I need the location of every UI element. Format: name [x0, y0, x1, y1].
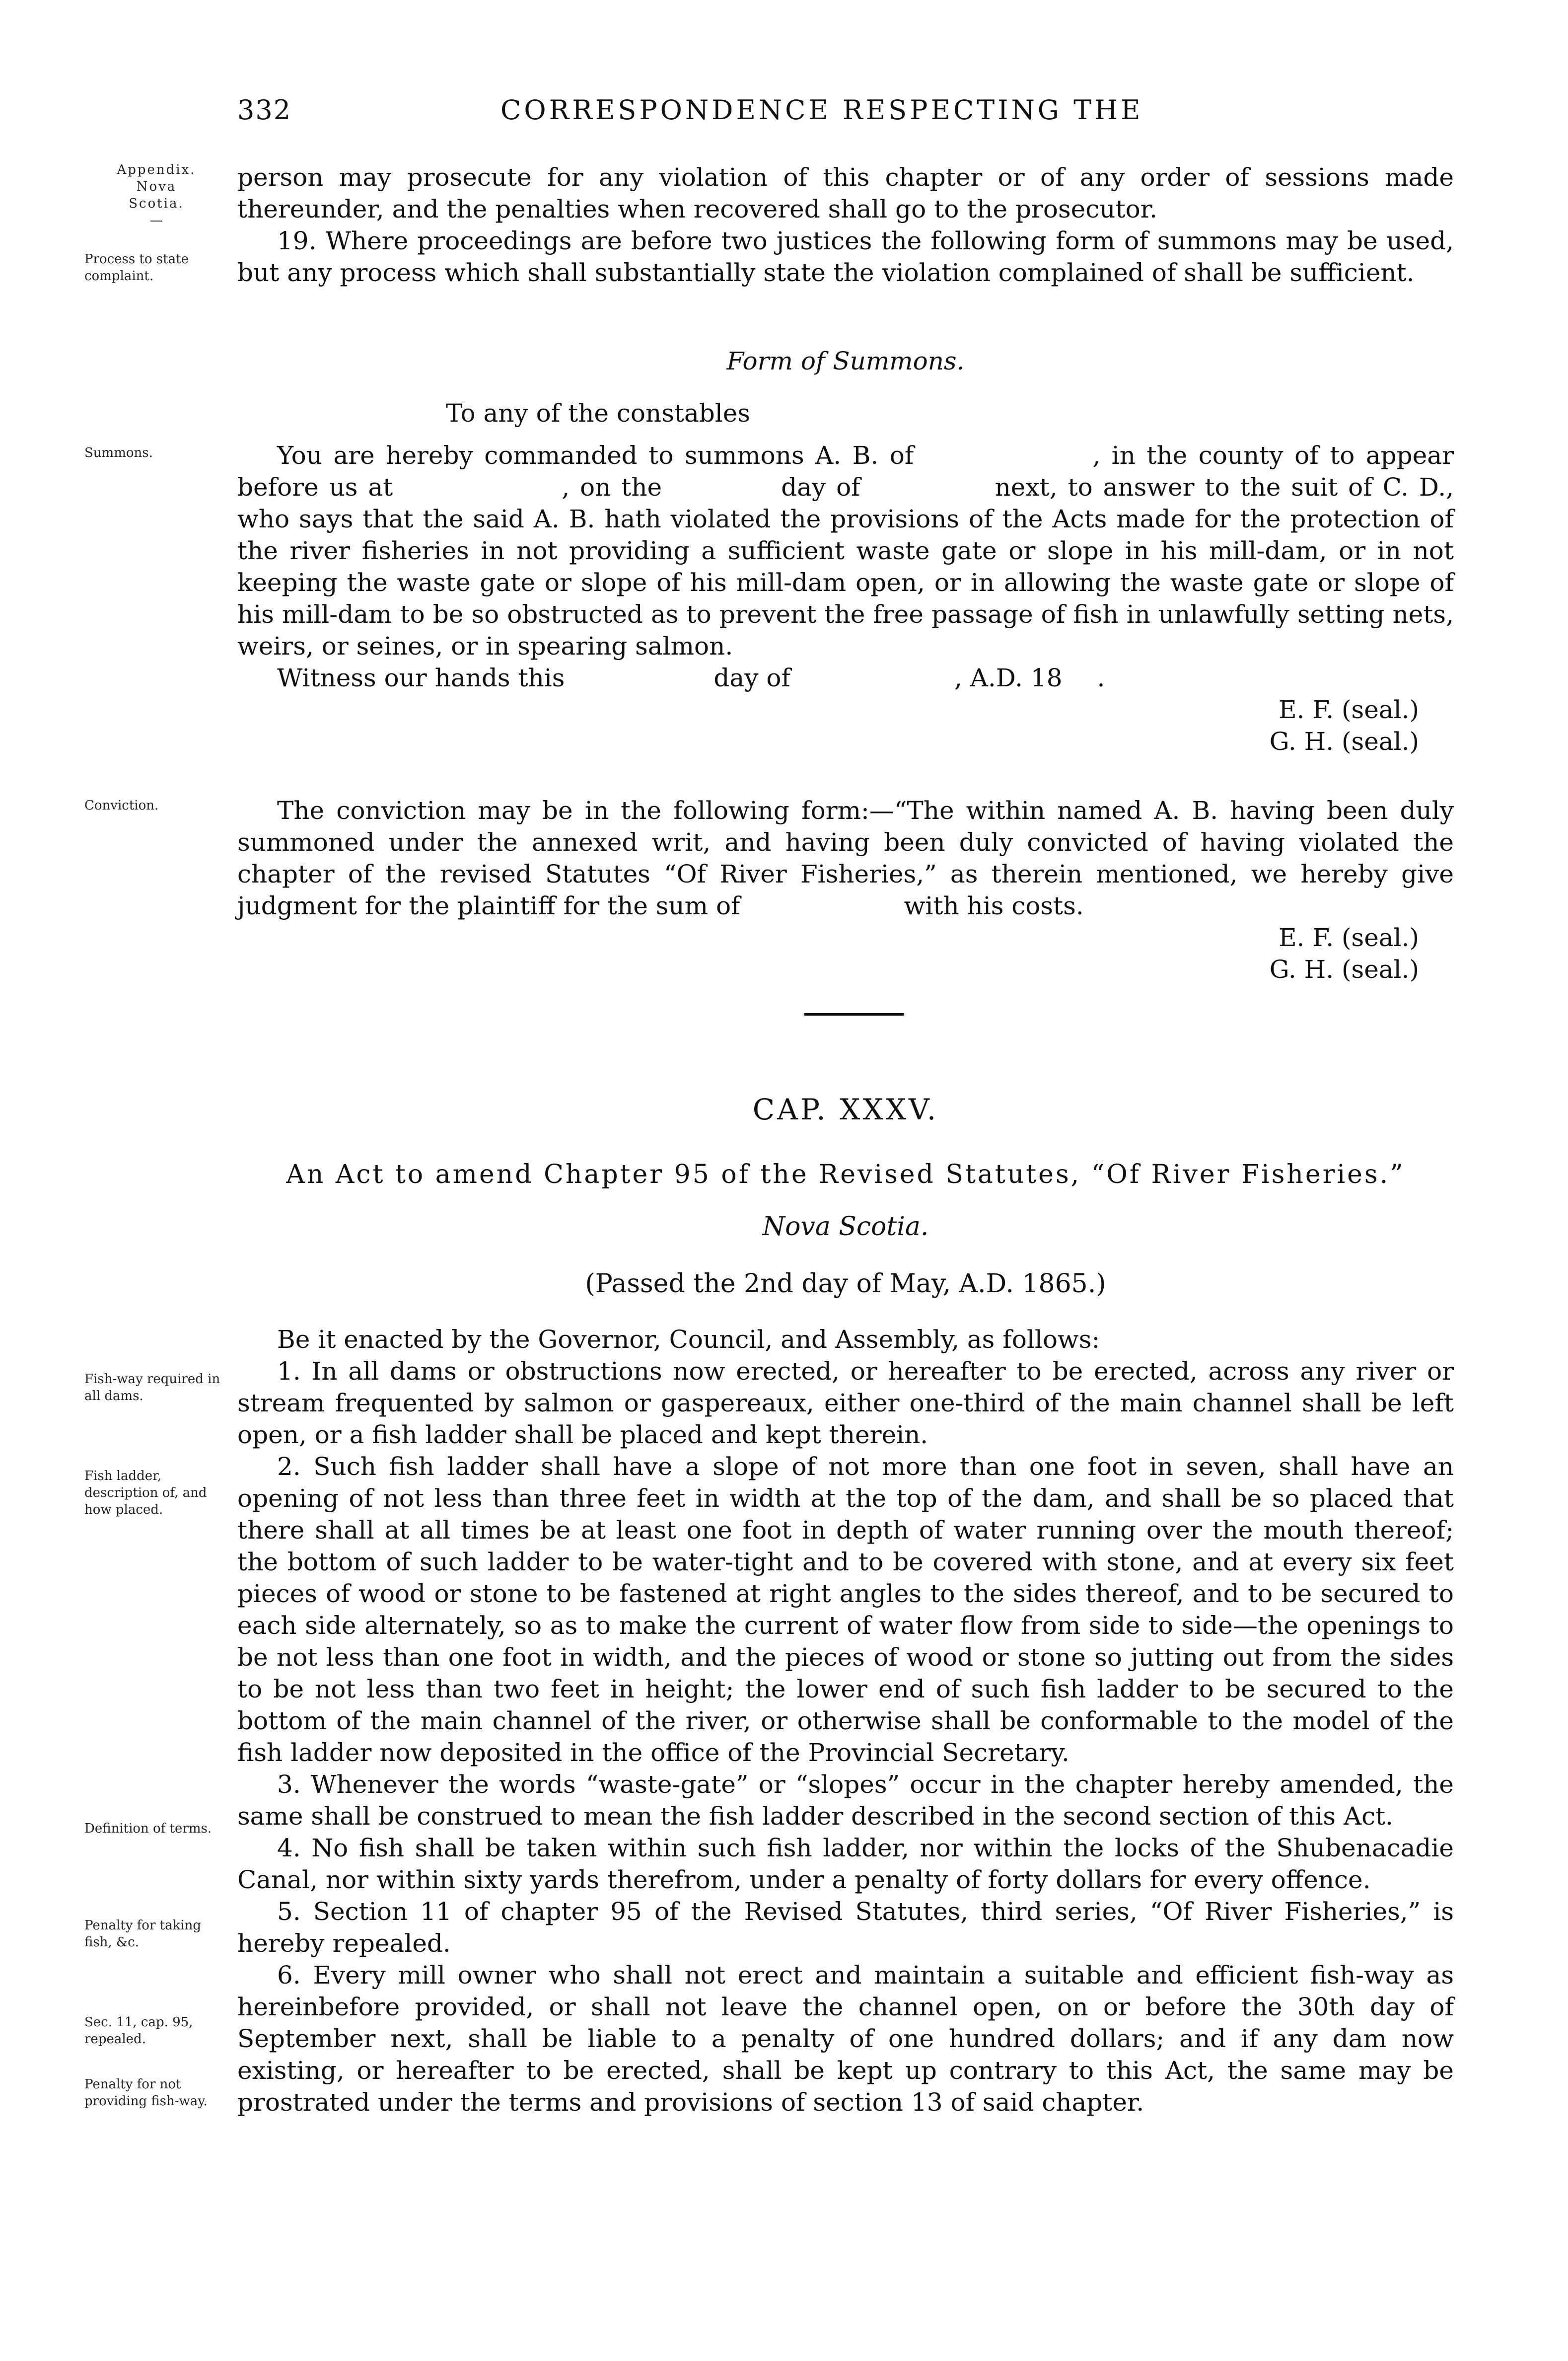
witness-part-a: Witness our hands this — [277, 664, 565, 692]
witness-line — [237, 662, 1454, 694]
summons-part-b: , in the county of — [1092, 441, 1319, 470]
summons-form-body — [237, 440, 1454, 757]
margin-note-process: Process to state complaint. — [84, 252, 189, 284]
summons-part-e: day of — [781, 473, 860, 502]
summons-text — [237, 440, 1454, 662]
to-constables-line: To any of the constables — [446, 399, 751, 428]
section-divider-rule — [804, 1013, 904, 1016]
nova-label: Nova — [136, 179, 177, 194]
signature-ef-2: E. F. (seal.) — [1279, 923, 1419, 952]
margin-note-summons: Summons. — [84, 445, 153, 460]
witness-part-c: , A.D. 18 — [954, 664, 1063, 692]
enacting-clause: Be it enacted by the Governor, Council, and Assembly, as follows: — [277, 1325, 1100, 1354]
scotia-label: Scotia. — [129, 196, 184, 211]
summons-part-f: next, to answer to the suit of C. D., who says that the said A. B. hath violated the provisions of the Acts made for the protection of the river fisheries in not providing a sufficient waste gate or slope in his mill-dam, or in not keeping the waste gate or slope of his mill-dam open, or in allowing the waste gate or slope of his mill-dam to be so obstructed as to prevent the free passage of fish in unlawfully setting nets, weirs, or seines, or in spearing salmon. — [237, 473, 1454, 661]
margin-dash: — — [150, 213, 163, 228]
form-of-summons-title: Form of Summons. — [726, 347, 965, 375]
paragraph-19: 19. Where proceedings are before two justices the following form of summons may be used, but any process which shall substantially state the violation complained of shall be sufficient. — [237, 226, 1454, 287]
section-6: 6. Every mill owner who shall not erect and maintain a suitable and efficient fish-way as hereinbefore provided, or shall not leave the channel open, on or before the 30th day of September next, shall be liable to a penalty of one hundred dollars; and if any dam now existing, or hereafter to be erected, shall be kept up contrary to this Act, the same may be prostrated under the terms and provisions of section 13 of said chapter. — [237, 1961, 1454, 2117]
section-18-continuation — [237, 161, 1454, 289]
act-title: An Act to amend Chapter 95 of the Revised Statutes, “Of River Fisheries.” — [286, 1160, 1405, 1189]
summons-part-c: to appear before us at — [237, 441, 1454, 502]
margin-note-penalty-not-providing: Penalty for not providing fish-way. — [84, 2077, 208, 2109]
act-passed-date: (Passed the 2nd day of May, A.D. 1865.) — [585, 1269, 1106, 1299]
signature-gh-1: G. H. (seal.) — [1269, 727, 1419, 756]
chapter-heading: CAP. XXXV. — [752, 1093, 939, 1126]
paragraph-prosecute: person may prosecute for any violation of this chapter or of any order of sessions made thereunder, and the penalties when recovered shall go to the prosecutor. — [237, 163, 1454, 223]
summons-part-a: You are hereby commanded to summons A. B. of — [277, 441, 914, 470]
margin-note-fishway: Fish-way required in all dams. — [84, 1372, 220, 1403]
conviction-form-body — [237, 795, 1454, 985]
margin-note-conviction: Conviction. — [84, 798, 159, 813]
act-body — [237, 1324, 1454, 2118]
signature-gh-2: G. H. (seal.) — [1269, 955, 1419, 984]
margin-note-penalty-taking: Penalty for taking fish, &c. — [84, 1918, 202, 1950]
conviction-text — [237, 795, 1454, 922]
running-head: CORRESPONDENCE RESPECTING THE — [500, 94, 1143, 126]
section-5: 5. Section 11 of chapter 95 of the Revised Statutes, third series, “Of River Fisheries,” is hereby repealed. — [237, 1897, 1454, 1958]
page-header — [237, 94, 1454, 134]
section-1: 1. In all dams or obstructions now erected, or hereafter to be erected, across any river or stream frequented by salmon or gaspereaux, either one-third of the main channel shall be left open, or a fish ladder shall be placed and kept therein. — [237, 1357, 1454, 1449]
section-2: 2. Such fish ladder shall have a slope of not more than one foot in seven, shall have an opening of not less than three feet in width at the top of the dam, and shall be so placed that there shall at all times be at least one foot in depth of water running over the mouth thereof; the bottom of such ladder to be water-tight and to be covered with stone, and at every six feet pieces of wood or stone to be fastened at right angles to the sides thereof, and to be secured to each side alternately, so as to make the current of water flow from side to side—the openings to be not less than one foot in width, and the pieces of wood or stone so jutting out from the sides to be not less than two feet in height; the lower end of such fish ladder to be secured to the bottom of the main channel of the river, or otherwise shall be conformable to the model of the fish ladder now deposited in the office of the Provincial Secretary. — [237, 1452, 1454, 1767]
summons-part-d: , on the — [562, 473, 662, 502]
margin-note-repealed: Sec. 11, cap. 95, repealed. — [84, 2015, 193, 2047]
section-3: 3. Whenever the words “waste-gate” or “slopes” occur in the chapter hereby amended, the same shall be construed to mean the fish ladder described in the second section of this Act. — [237, 1770, 1454, 1831]
conviction-part-a: The conviction may be in the following form:—“The within named A. B. having been duly summoned under the annexed writ, and having been duly convicted of having violated the chapter of the revised Statutes “Of River Fisheries,” as therein mentioned, we hereby give judgment for the plaintiff for the sum of — [237, 796, 1454, 920]
witness-part-b: day of — [713, 664, 790, 692]
appendix-label: Appendix. — [117, 162, 196, 177]
margin-note-definition: Definition of terms. — [84, 1821, 212, 1836]
page-number: 332 — [237, 94, 292, 126]
signature-ef-1: E. F. (seal.) — [1279, 695, 1419, 724]
conviction-part-b: with his costs. — [904, 891, 1084, 920]
section-4: 4. No fish shall be taken within such fish ladder, nor within the locks of the Shubenacadie Canal, nor within sixty yards therefrom, under a penalty of forty dollars for every offence. — [237, 1834, 1454, 1894]
witness-part-d: . — [1097, 664, 1105, 692]
margin-note-appendix — [84, 161, 228, 229]
margin-note-ladder: Fish ladder, description of, and how placed. — [84, 1469, 207, 1517]
act-jurisdiction: Nova Scotia. — [762, 1212, 929, 1242]
